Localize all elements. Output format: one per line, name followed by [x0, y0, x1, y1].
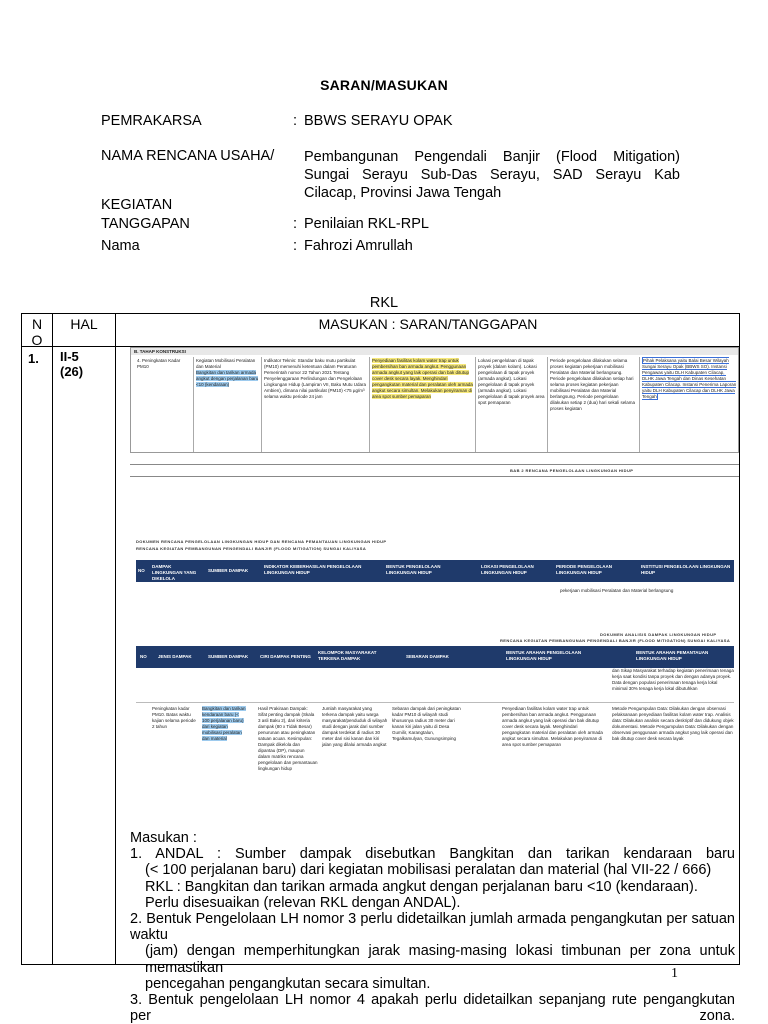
- excerpt-col-no: NO: [138, 568, 145, 573]
- masukan-line-5: 2. Bentuk Pengelolaan LH nomor 3 perlu didetailkan jumlah armada pengangkutan per satuan waktu: [130, 911, 735, 944]
- excerpt-cell-institution: [639, 357, 739, 452]
- andal-cell-source: [202, 706, 246, 742]
- header-no: N O: [31, 316, 43, 348]
- kegiatan-label: KEGIATAN: [101, 197, 173, 213]
- andal-highlight-source: Bangkitan dan tarikan kendaraan baru (< 100 perjalanan baru) dari kegiatan mobilisasi peralatan dan material: [202, 706, 246, 741]
- excerpt-highlight-institution: Pihak Pelaksana yaitu Balai Besar Wilayah Sungai Serayu Opak (BBWS SO). Instansi Pengawas yaitu DLH Kabupaten Cilacap, DLHK Jawa Tengah dan Dinas Kesehatan Kabupaten Cilacap. Instansi Penerima Laporan yaitu DLH Kabupaten Cilacap dan DLHK Jawa Tengah: [642, 358, 737, 399]
- excerpt-source-text: Kegiatan Mobilisasi Peralatan dan Material: [196, 358, 256, 369]
- rencana-usaha-label: NAMA RENCANA USAHA/: [101, 148, 275, 164]
- andal-cell-monitoring: Metode Pengumpulan Data: Dilakukan dengan observasi pelaksanaan penyediaan fasilitas kolam water trap. Analisis data: Dilakukan analisis secara deskriptif dan didukung objek dokumentasi. Metode Pengumpulan Data: Dilakukan dengan observasi penggunaan armada angkut yang laik operasi dan bak ditutup cover desk secara layak: [612, 706, 734, 741]
- excerpt-bab-caption: BAB 2 RENCANA PENGELOLAAN LINGKUNGAN HIDUP: [510, 468, 634, 473]
- excerpt-doc-caption: DOKUMEN RENCANA PENGELOLAAN LINGKUNGAN HIDUP DAN RENCANA PEMANTAUAN LINGKUNGAN HIDUP: [136, 539, 387, 544]
- andal-col-type: JENIS DAMPAK: [158, 654, 192, 659]
- andal-row-rule: [136, 702, 734, 703]
- excerpt-cell-form: [369, 357, 475, 452]
- masukan-line-1: 1. ANDAL : Sumber dampak disebutkan Bangkitan dan tarikan kendaraan baru: [130, 846, 735, 863]
- andal-col-source: SUMBER DAMPAK: [208, 654, 249, 659]
- row-number: 1.: [28, 351, 39, 366]
- excerpt-col-period: PERIODE PENGELOLAAN LINGKUNGAN HIDUP: [556, 564, 613, 575]
- excerpt-col-form: BENTUK PENGELOLAAN LINGKUNGAN HIDUP: [386, 564, 441, 575]
- tanggapan-colon: :: [293, 216, 298, 232]
- rencana-line-1: Pembangunan Pengendali Banjir (Flood Mitigation): [304, 149, 680, 165]
- excerpt-cell-indicator: Indikator Teknis: Standar baku mutu partikulat (PM10) memenuhi ketentuan dalam Peraturan Pemerintah nomor 22 Tahun 2021 Tentang Penyelenggaraan Perlindungan dan Pengelolaan Lingkungan Hidup (Lampiran VII, Baku Mutu Udara Ambien), dimana nilai partikulat (PM10) <75 µg/m³ selama waktu periode 24 jam: [261, 357, 369, 452]
- andal-top-text: dan Sikap Masyarakat terhadap kegiatan penerimaan tenaga kerja saat kondisi tanpa proyek dan dengan adanya proyek. Data dengan populasi penerimaan tenaga kerja lokal minimal 30% tenaga kerja lokal dibutuhkan: [612, 668, 734, 691]
- excerpt-stage-bar: B. TAHAP KONSTRUKSI: [131, 348, 738, 355]
- nama-label: Nama: [101, 238, 140, 254]
- tanggapan-label: TANGGAPAN: [101, 216, 190, 232]
- tanggapan-value: Penilaian RKL-RPL: [304, 216, 429, 232]
- andal-excerpt-image: [130, 632, 739, 828]
- masukan-line-6: (jam) dengan memperhitungkan jarak masing-masing lokasi timbunan per zona untuk memastikan: [145, 943, 735, 976]
- col-divider-hal: [115, 314, 116, 964]
- pemrakarsa-label: PEMRAKARSA: [101, 113, 202, 129]
- andal-col-no: NO: [140, 654, 147, 659]
- masukan-line-7: pencegahan pengangkutan secara simultan.: [145, 975, 431, 992]
- excerpt-cell-source: [193, 357, 261, 452]
- masukan-line-3: RKL : Bangkitan dan tarikan armada angkut dengan perjalanan baru <10 (kendaraan).: [145, 878, 698, 895]
- rencana-usaha-value: [304, 148, 680, 202]
- rkl-table-excerpt-image: [130, 460, 739, 632]
- excerpt-highlight-form: Penyediaan fasilitas kolam water trap untuk pembersihan ban armada angkut. Penggunaan armada angkut yang laik operasi dan bak ditutup cover desk secara layak. Menghindari pengangkutan material dan peralatan oleh armada angkut secara simultan. Melakukan penyiraman di area spot sumber pemaparan: [372, 358, 473, 399]
- rkl-excerpt-image: [130, 347, 739, 453]
- masukan-line-8: 3. Bentuk pengelolaan LH nomor 4 apakah perlu didetailkan sepanjang rute pengangkutan per zona.: [130, 992, 735, 1024]
- pemrakarsa-value: BBWS SERAYU OPAK: [304, 113, 453, 129]
- excerpt-col-location: LOKASI PENGELOLAAN LINGKUNGAN HIDUP: [481, 564, 534, 575]
- section-label-rkl: RKL: [369, 295, 399, 311]
- andal-col-community: KELOMPOK MASYARAKAT TERKENA DAMPAK: [318, 650, 377, 661]
- andal-cell-significance: Hasil Prakiraan Dampak: Sifat penting dampak (Skala 3 asli Baku 2), dari kriteria dampak (80 x Tidak Besar) penurunan atau peningkatan satuan acuan. Kesimpulan: Dampak dikelola dan dipantau (DP), maupun dalam matriks rencana pengelolaan dan pemantauan lingkungan hidup: [258, 706, 318, 771]
- excerpt-header-bar: [136, 560, 734, 582]
- nama-colon: :: [293, 238, 298, 254]
- excerpt-cell-location: Lokasi pengelolaan di tapak proyek (dalam kolam). Lokasi pengelolaan di tapak proyek (armada angkut). Lokasi pengelolaan di tapak proyek (armada angkut). Lokasi pengelolaan di tapak proyek area spot pemaparan: [475, 357, 547, 452]
- row-hal: II-5 (26): [60, 349, 84, 379]
- excerpt-col-impact: DAMPAK LINGKUNGAN YANG DIKELOLA: [152, 564, 197, 581]
- excerpt-highlight-source: Bangkitan dan tarikan armada angkut dengan perjalanan baru <10 (kendaraan): [196, 370, 259, 387]
- page-number: 1: [671, 966, 678, 981]
- masukan-line-4: Perlu disesuaikan (relevan RKL dengan ANDAL).: [145, 894, 461, 911]
- header-hal: HAL: [70, 316, 98, 332]
- nama-value: Fahrozi Amrullah: [304, 238, 413, 254]
- excerpt-cell-period: Periode pengelolaan dilakukan selama proses kegiatan pekerjaan mobilisasi Peralatan dan Material berlangsung. Periode pengelolaan dilakukan setiap hari selama proses kegiatan pekerjaan mobilisasi Peralatan dan Material berlangsung. Periode pengelolaan dilakukan setiap 2 (dua) hari sekali selama proses kegiatan: [547, 357, 639, 452]
- excerpt-cell-impact: 4. Peningkatan Kadar PM10: [137, 358, 181, 369]
- excerpt-tail-text: pekerjaan mobilisasi Peralatan dan Material berlangsung: [560, 588, 674, 593]
- excerpt-rule-mid: [130, 476, 739, 477]
- andal-col-distribution: SEBARAN DAMPAK: [406, 654, 449, 659]
- andal-col-significance: CIRI DAMPAK PENTING: [260, 654, 311, 659]
- andal-col-monitoring: BENTUK ARAHAN PEMANTAUAN LINGKUNGAN HIDUP: [636, 650, 709, 661]
- andal-col-management: BENTUK ARAHAN PENGELOLAAN LINGKUNGAN HIDUP: [506, 650, 582, 661]
- pemrakarsa-colon: :: [293, 113, 298, 129]
- rencana-line-3: Cilacap, Provinsi Jawa Tengah: [304, 185, 502, 201]
- andal-cell-type: Peningkatan kadar PM10. Batas waktu kajian selama periode 2 tahun: [152, 706, 196, 729]
- document-title: SARAN/MASUKAN: [320, 77, 448, 93]
- andal-cell-distribution: Sebaran dampak dari peningkatan kadar PM10 di wilayah studi khususnya radius 30 meter dari kanan kiri jalan yaitu di Desa Gumilir, Karangtalun, Tegalkamulyan, Gunungsimping: [392, 706, 461, 741]
- excerpt-rule-top: [130, 464, 739, 465]
- andal-doc-caption: DOKUMEN ANALISIS DAMPAK LINGKUNGAN HIDUP: [600, 632, 717, 637]
- andal-sub-caption: RENCANA KEGIATAN PEMBANGUNAN PENGENDALI BANJIR (FLOOD MITIGATION) SUNGAI KALIYASA: [500, 638, 731, 643]
- masukan-block: [130, 830, 735, 1024]
- header-masukan: MASUKAN : SARAN/TANGGAPAN: [318, 316, 538, 332]
- excerpt-col-institution: INSTITUSI PENGELOLAAN LINGKUNGAN HIDUP: [641, 564, 731, 575]
- masukan-line-2: (< 100 perjalanan baru) dari kegiatan mobilisasi peralatan dan material (hal VII-22 / 666): [145, 862, 712, 879]
- excerpt-col-indicator: INDIKATOR KEBERHASILAN PENGELOLAAN LINGKUNGAN HIDUP: [264, 564, 362, 575]
- andal-cell-management: Penyediaan fasilitas kolam water trap untuk pembersihan ban armada angkut. Penggunaan armada angkut yang laik operasi dan bak ditutup cover desk secara layak. Menghindari pengangkutan material dan peralatan oleh armada angkut secara simultan. Melakukan penyiraman di area spot sumber pemaparan: [502, 706, 603, 747]
- col-divider-no: [52, 314, 53, 964]
- andal-header-bar: [136, 646, 734, 668]
- rencana-line-2: Sungai Serayu Sub-Das Serayu, SAD Serayu Kab: [304, 167, 680, 183]
- excerpt-sub-caption: RENCANA KEGIATAN PEMBANGUNAN PENGENDALI BANJIR (FLOOD MITIGATION) SUNGAI KALIYASA: [136, 546, 367, 551]
- masukan-heading: Masukan :: [130, 830, 197, 846]
- excerpt-col-source: SUMBER DAMPAK: [208, 568, 249, 573]
- andal-cell-community: Jumlah masyarakat yang terkena dampak yaitu warga masyarakat/penduduk di wilayah studi dengan jarak dari sumber dampak terdekat di radius 30 meter dari sisi kanan dan kiri jalan yang dilalui armada angkut: [322, 706, 388, 747]
